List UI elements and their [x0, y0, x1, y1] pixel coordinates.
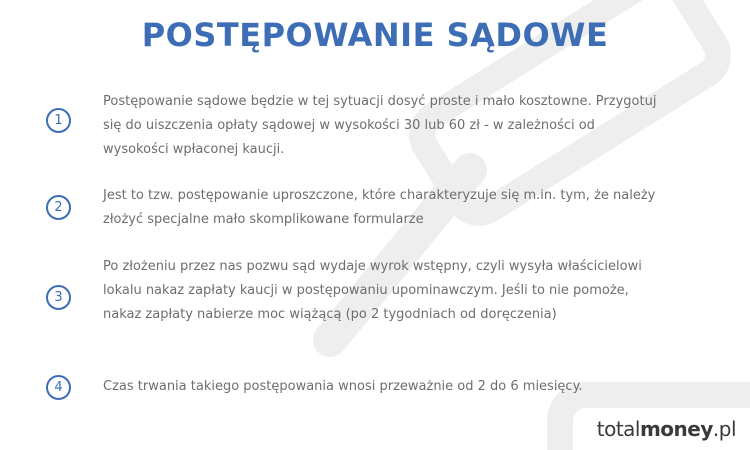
step-text: Postępowanie sądowe będzie w tej sytuacji dosyć proste i mało kosztowne. Przygotuj się do uiszczenia opłaty sądowej w wysokości 30 lub 60 zł - w zależności od wysokości wpłaconej kaucji. — [103, 94, 657, 157]
brand-part-bold: money — [639, 417, 713, 441]
step-text: Po złożeniu przez nas pozwu sąd wydaje wyrok wstępny, czyli wysyła właścicielowi lokalu nakaz zapłaty kaucji w postępowaniu upominawczym. Jeśli to nie pomoże, nakaz zapłaty nabierze moc wiążącą (po 2 tygodniach od doręczenia) — [103, 259, 642, 322]
step-number-badge: 2 — [46, 195, 71, 220]
brand-domain: .pl — [712, 417, 736, 441]
step-number-badge: 4 — [46, 375, 71, 400]
step-number-badge: 1 — [46, 108, 71, 133]
step-text: Czas trwania takiego postępowania wnosi przeważnie od 2 do 6 miesięcy. — [103, 379, 583, 394]
page-title: POSTĘPOWANIE SĄDOWE — [141, 16, 609, 54]
brand-logo — [597, 417, 736, 441]
step-text: Jest to tzw. postępowanie uproszczone, które charakteryzuje się m.in. tym, że należy złożyć specjalne mało skomplikowane formularze — [103, 188, 656, 227]
step-number-badge: 3 — [46, 285, 71, 310]
brand-part: total — [596, 417, 640, 441]
